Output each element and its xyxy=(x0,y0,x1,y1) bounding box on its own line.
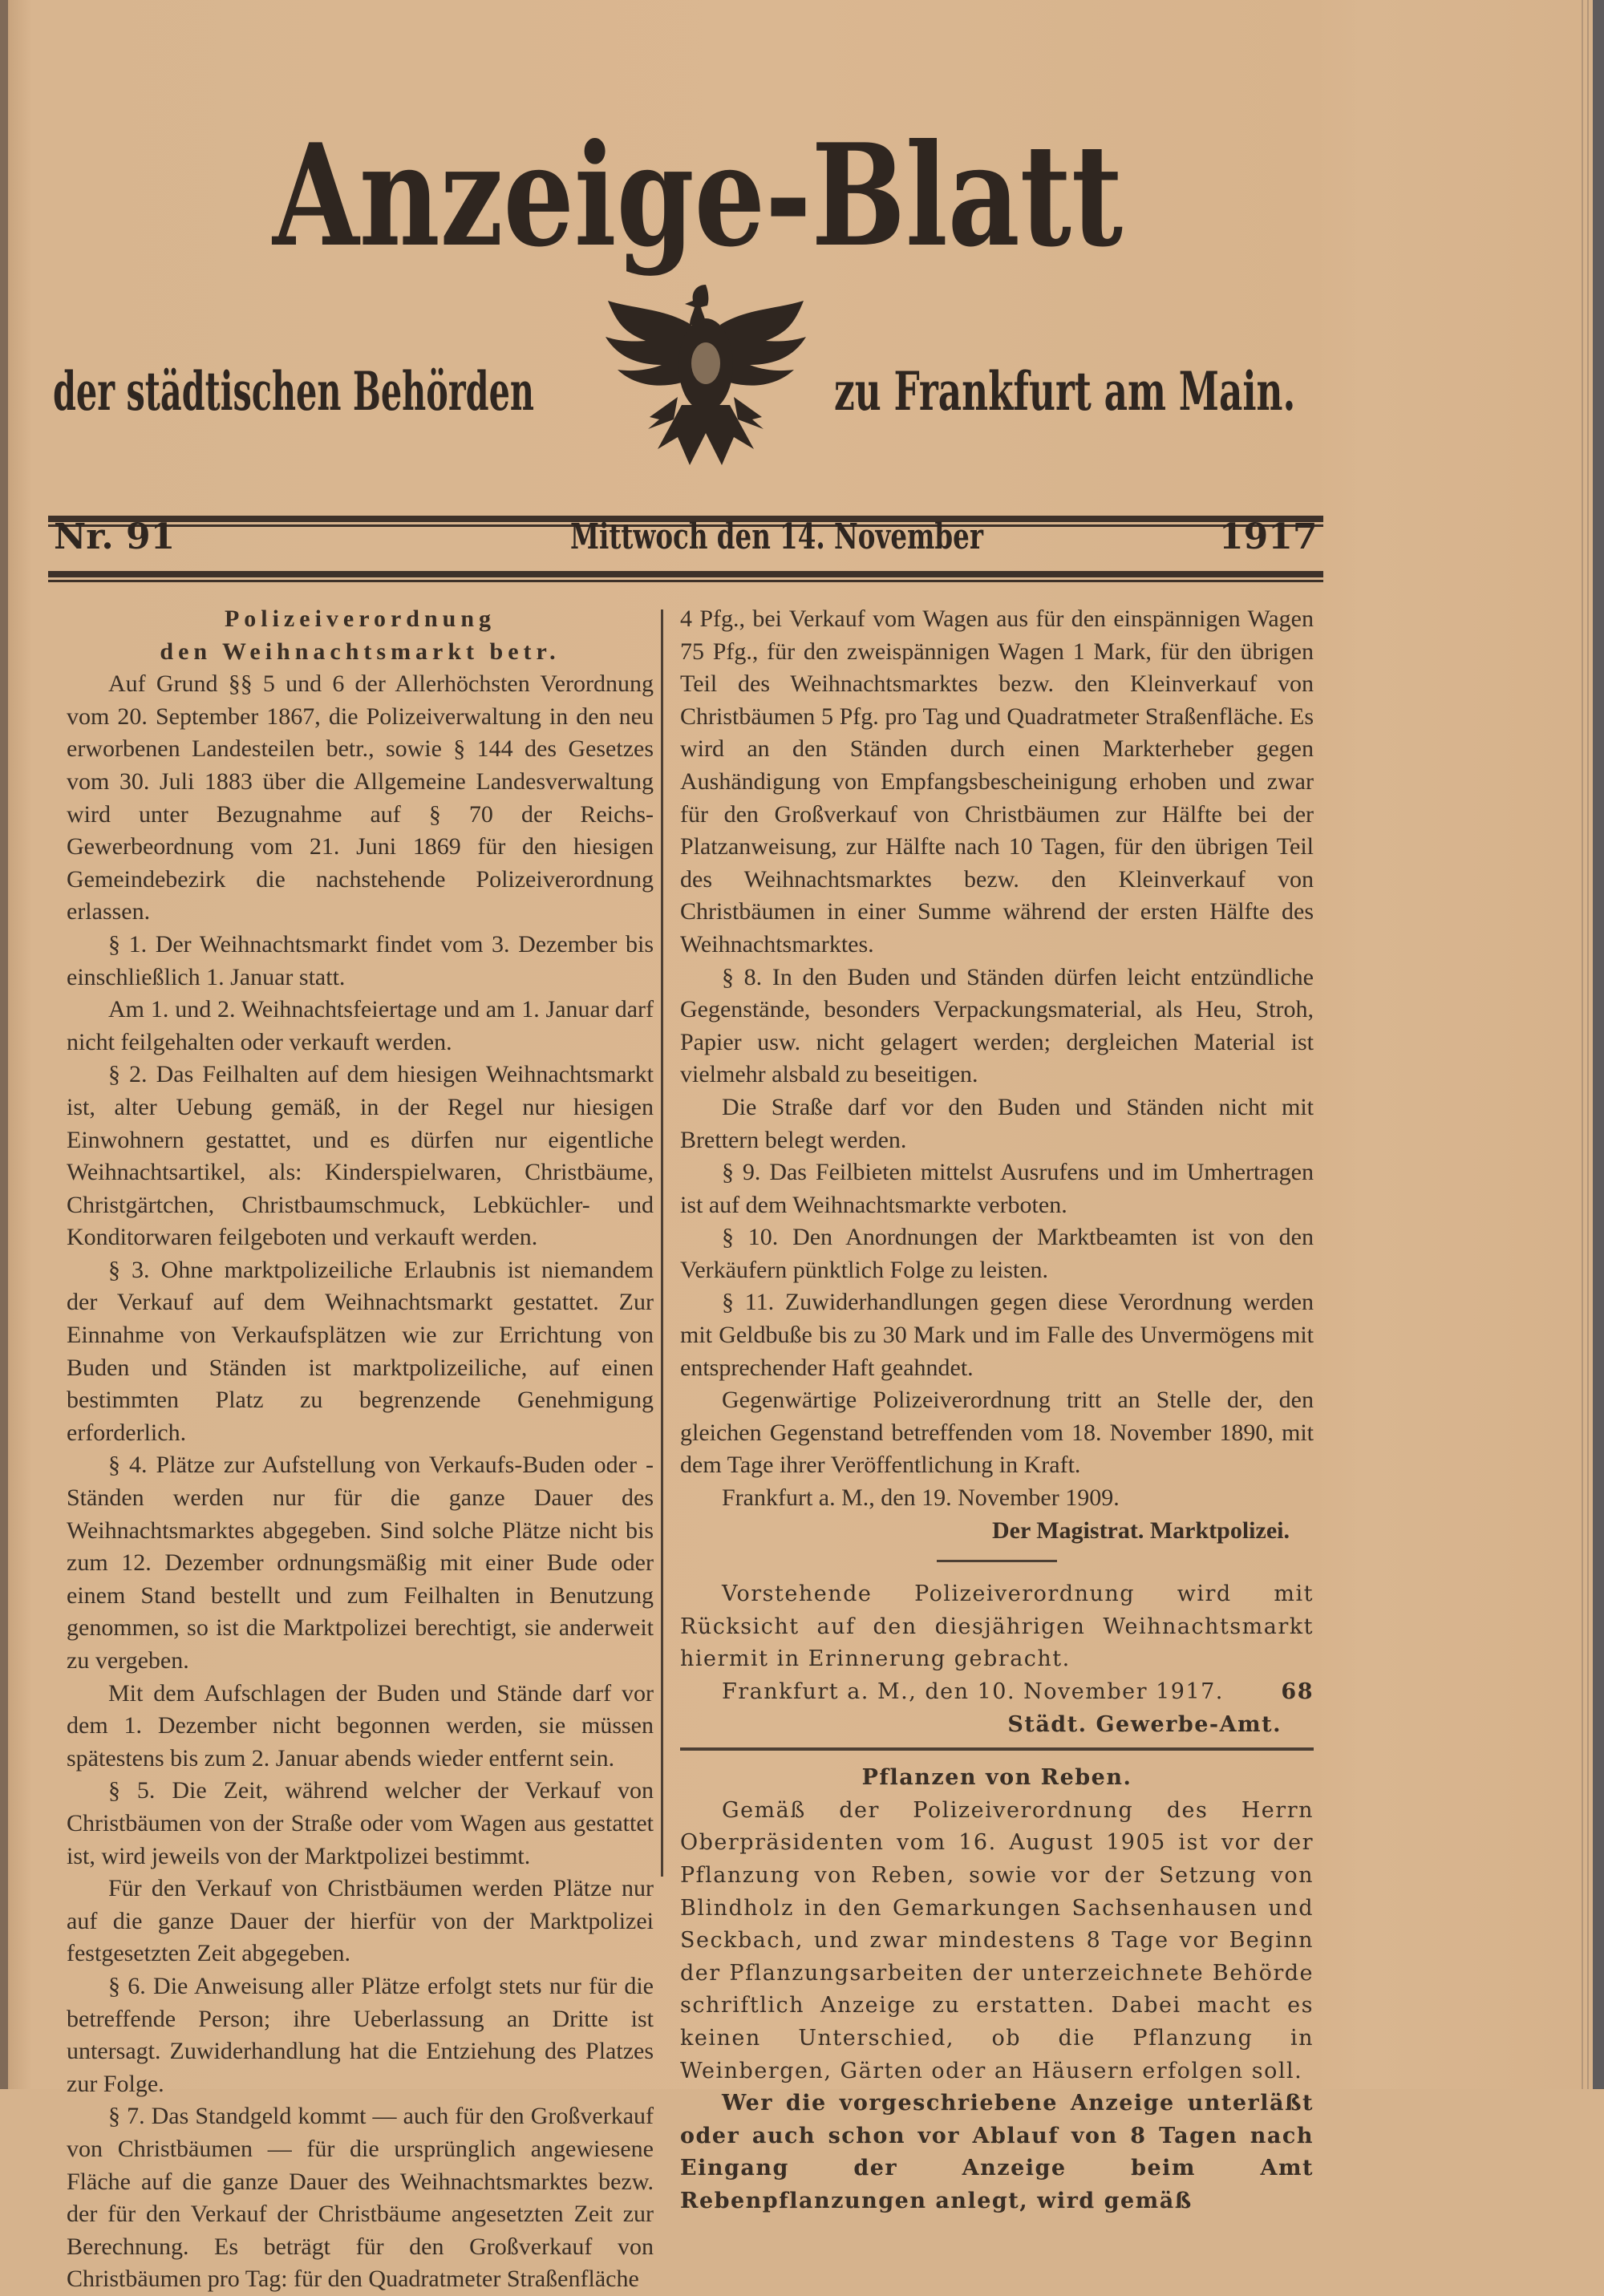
paragraph: Am 1. und 2. Weihnachtsfeiertage und am 1. Januar darf nicht feilgehalten oder verkauft werden. xyxy=(67,996,654,1055)
signature-gewerbe-amt: Städt. Gewerbe-Amt. xyxy=(1007,1711,1282,1737)
paragraph: Wer die vorgeschriebene Anzeige unterläßt oder auch schon vor Ablauf von 8 Tagen nach Eingang der Anzeige beim Amt Rebenpflanzungen anlegt, wird gemäß xyxy=(680,2091,1314,2213)
paragraph: § 10. Den Anordnungen der Marktbeamten ist von den Verkäufern pünktlich Folge zu leisten. xyxy=(680,1224,1314,1283)
article-title: Pflanzen von Reben. xyxy=(861,1765,1132,1791)
issue-date: Mittwoch den 14. November xyxy=(569,516,983,557)
paragraph: Gemäß der Polizeiverordnung des Herrn Oberpräsidenten vom 16. August 1905 ist vor der Pflanzung von Reben, sowie vor der Setzung von Blindholz in den Gemarkungen Sachsenhausen und Seckbach, und zwar mindestens 8 Tage vor Beginn der Pflanzungsarbeiten der unterzeichnete Behörde schriftlich Anzeige zu erstatten. Dabei macht es keinen Unterschied, ob die Pflanzung in Weinbergen, Gärten oder an Häusern erfolgen soll. xyxy=(680,1797,1314,2083)
masthead-subtitle-right: zu Frankfurt am Main. xyxy=(834,360,1296,423)
column-divider xyxy=(661,609,663,1877)
paragraph: § 5. Die Zeit, während welcher der Verkauf von Christbäumen von der Straße oder vom Wagen aus gestattet ist, wird jeweils von der Marktpolizei bestimmt. xyxy=(67,1777,654,1869)
notice-dateline xyxy=(680,1676,1314,1709)
notice-number: 68 xyxy=(1281,1679,1314,1704)
page-stack-edge xyxy=(1587,0,1589,2089)
article-title: Polizeiverordnung xyxy=(224,605,496,632)
paragraph: § 2. Das Feilhalten auf dem hiesigen Weihnachtsmarkt ist, alter Uebung gemäß, in der Regel nur hiesigen Einwohnern gestattet, und es dürfen nur eigentliche Weihnachtsartikel, als: Kinderspielwaren, Christbäume, Christgärtchen, Christbaumschmuck, Lebküchler- und Konditorwaren feilgeboten und verkauft werden. xyxy=(67,1061,654,1251)
paragraph: § 9. Das Feilbieten mittelst Ausrufens und im Umhertragen ist auf dem Weihnachtsmarkte verboten. xyxy=(680,1159,1314,1218)
article-subtitle: den Weihnachtsmarkt betr. xyxy=(160,638,561,665)
issue-year: 1917 xyxy=(1219,516,1318,557)
paragraph: Für den Verkauf von Christbäumen werden Plätze nur auf die ganze Dauer der hierfür von der Marktpolizei festgesetzten Zeit abgegeben. xyxy=(67,1875,654,1967)
paragraph: § 4. Plätze zur Aufstellung von Verkaufs-Buden oder -Ständen werden nur für die ganze Dauer des Weihnachtsmarktes abgegeben. Sind solche Plätze nicht bis zum 12. Dezember ordnungsmäßig mit einer Bude oder einem Stand bestellt und zum Feilhalten in Benutzung genommen, so ist die Marktpolizei berechtigt, sie anderweit zu vergeben. xyxy=(67,1452,654,1674)
issue-number: Nr. 91 xyxy=(54,516,176,557)
separator-rule xyxy=(937,1560,1057,1562)
paragraph: Mit dem Aufschlagen der Buden und Stände darf vor dem 1. Dezember nicht begonnen werden, sie müssen spätestens bis zum 2. Januar abends wieder entfernt sein. xyxy=(67,1679,654,1772)
notice-paragraph: Vorstehende Polizeiverordnung wird mit Rücksicht auf den diesjährigen Weihnachtsmarkt hiermit in Erinnerung gebracht. xyxy=(680,1581,1314,1672)
paragraph: § 1. Der Weihnachtsmarkt findet vom 3. Dezember bis einschließlich 1. Januar statt. xyxy=(67,930,654,990)
masthead-title: Anzeige-Blatt xyxy=(273,114,1123,278)
paragraph: Gegenwärtige Polizeiverordnung tritt an Stelle der, den gleichen Gegenstand betreffenden vom 18. November 1890, mit dem Tage ihrer Veröffentlichung in Kraft. xyxy=(680,1387,1314,1479)
book-spine xyxy=(1593,0,1604,2089)
paragraph: 4 Pfg., bei Verkauf vom Wagen aus für den einspännigen Wagen 75 Pfg., für den zweispännigen Wagen 1 Mark, für den übrigen Teil des Weihnachtsmarktes bezw. den Kleinverkauf von Christbäumen 5 Pfg. pro Tag und Quadratmeter Straßenfläche. Es wird an den Ständen durch einen Markterheber gegen Aushändigung von Empfangsbescheinigung erhoben und zwar für den Großverkauf von Christbäumen zur Hälfte bei der Platzanweisung, zur Hälfte nach 10 Tagen, für den übrigen Teil des Weihnachtsmarktes bezw. den Kleinverkauf von Christbäumen in einer Summe während der ersten Hälfte des Weihnachtsmarktes. xyxy=(680,605,1314,958)
paragraph: § 6. Die Anweisung aller Plätze erfolgt stets nur für die betreffende Person; ihre Ueberlassung an Dritte ist untersagt. Zuwiderhandlung hat die Entziehung des Platzes zur Folge. xyxy=(67,1972,654,2097)
paragraph: § 8. In den Buden und Ständen dürfen leicht entzündliche Gegenstände, besonders Verpackungsmaterial, als Heu, Stroh, Papier usw. nicht gelagert werden; dergleichen Material ist vielmehr alsbald zu beseitigen. xyxy=(680,963,1314,1088)
masthead-rule-bottom xyxy=(48,571,1323,582)
paragraph: Frankfurt a. M., den 19. November 1909. xyxy=(722,1484,1120,1512)
section-rule xyxy=(680,1747,1314,1751)
left-column xyxy=(67,603,654,2296)
page-stack-edge xyxy=(1582,0,1583,2089)
notice-date: Frankfurt a. M., den 10. November 1917. xyxy=(722,1679,1224,1704)
paragraph: § 3. Ohne marktpolizeiliche Erlaubnis ist niemandem der Verkauf auf dem Weihnachtsmarkt gestattet. Zur Einnahme von Verkaufsplätzen wie zur Errichtung von Buden und Ständen ist marktpolizeiliche, auf einen bestimmten Platz zu begrenzende Genehmigung erforderlich. xyxy=(67,1256,654,1446)
paragraph: § 7. Das Standgeld kommt — auch für den Großverkauf von Christbäumen — für die ursprünglich angewiesene Fläche auf die ganze Dauer des Weihnachtsmarktes bezw. der für den Verkauf der Christbäume angesetzten Zeit zur Berechnung. Es beträgt für den Großverkauf von Christbäumen pro Tag: für den Quadratmeter Straßenfläche xyxy=(67,2103,654,2293)
eagle-emblem-icon xyxy=(602,277,810,477)
right-column xyxy=(680,603,1314,2218)
signature-magistrat: Der Magistrat. Marktpolizei. xyxy=(991,1516,1290,1544)
paragraph: Auf Grund §§ 5 und 6 der Allerhöchsten Verordnung vom 20. September 1867, die Polizeiverwaltung in den neu erworbenen Landesteilen betr., sowie § 144 des Gesetzes vom 30. Juli 1883 über die Allgemeine Landesverwaltung wird unter Bezugnahme auf § 70 der Reichs-Gewerbeordnung vom 21. Juni 1869 für den hiesigen Gemeindebezirk die nachstehende Polizeiverordnung erlassen. xyxy=(67,670,654,925)
paragraph: § 11. Zuwiderhandlungen gegen diese Verordnung werden mit Geldbuße bis zu 30 Mark und im Falle des Unvermögens mit entsprechender Haft geahndet. xyxy=(680,1289,1314,1381)
page-edge-left xyxy=(0,0,8,2089)
masthead-subtitle-left: der städtischen Behörden xyxy=(53,360,534,423)
paragraph: Die Straße darf vor den Buden und Ständen nicht mit Brettern belegt werden. xyxy=(680,1093,1314,1153)
